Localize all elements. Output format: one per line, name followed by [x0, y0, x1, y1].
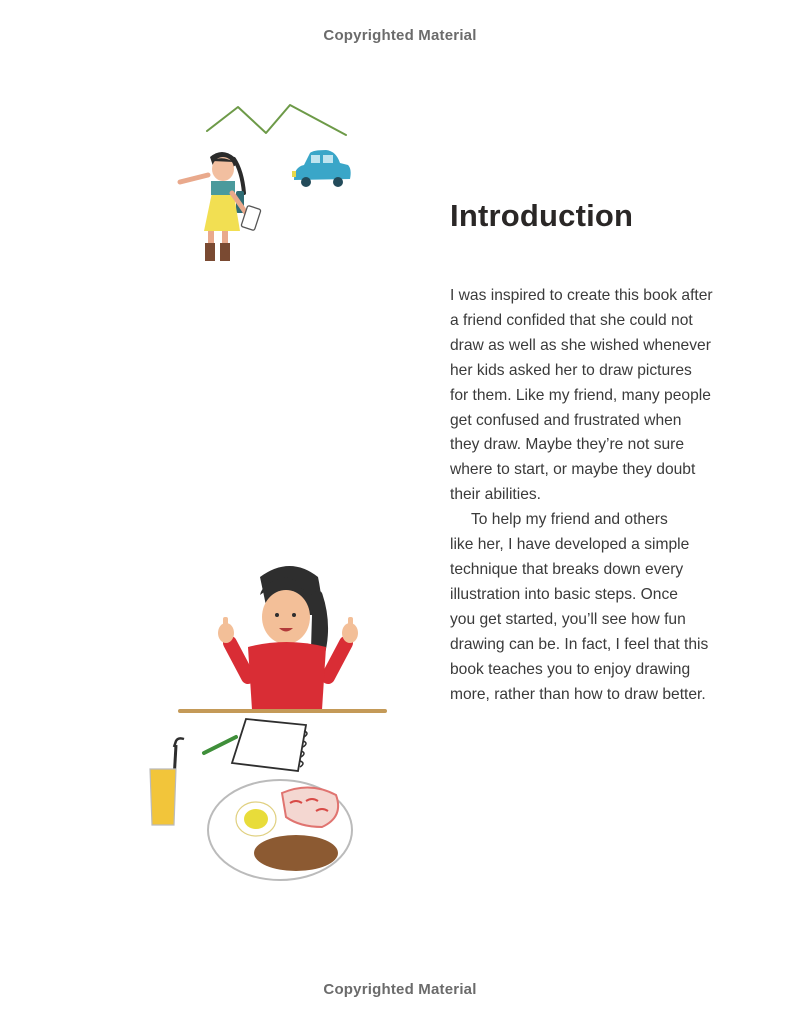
girl-drawing	[180, 152, 261, 261]
body-line: more, rather than how to draw better.	[450, 685, 706, 703]
body-line: like her, I have developed a simple	[450, 536, 690, 554]
body-line: where to start, or maybe they doubt	[450, 461, 696, 479]
body-line: draw as well as she wished whenever	[450, 336, 711, 354]
girl-drawing	[218, 566, 358, 710]
notebook-drawing	[232, 719, 307, 771]
body-line: her kids asked her to draw pictures	[450, 361, 692, 379]
body-line: get confused and frustrated when	[450, 411, 682, 429]
body-line: for them. Like my friend, many people	[450, 386, 711, 404]
introduction-body	[450, 284, 750, 707]
body-line: To help my friend and others	[471, 511, 668, 529]
juice-glass-drawing	[150, 738, 184, 825]
plate-drawing	[208, 780, 352, 880]
page-title: Introduction	[450, 198, 634, 233]
body-line: their abilities.	[450, 486, 542, 504]
mountains-drawing	[207, 105, 346, 135]
body-line: you get started, you’ll see how fun	[450, 610, 686, 628]
body-line: a friend confided that she could not	[450, 311, 693, 329]
pencil-drawing	[204, 737, 236, 753]
body-line: I was inspired to create this book after	[450, 287, 713, 304]
girl-at-table-illustration	[140, 555, 390, 890]
body-line: drawing can be. In fact, I feel that this	[450, 635, 709, 653]
body-line: book teaches you to enjoy drawing	[450, 660, 691, 678]
body-line: they draw. Maybe they’re not sure	[450, 436, 685, 454]
car-drawing	[292, 150, 351, 187]
copyright-watermark-top: Copyrighted Material	[323, 27, 477, 44]
girl-travel-illustration	[170, 95, 360, 275]
body-line: illustration into basic steps. Once	[450, 585, 678, 603]
copyright-watermark-bottom: Copyrighted Material	[323, 981, 477, 998]
body-line: technique that breaks down every	[450, 560, 684, 578]
